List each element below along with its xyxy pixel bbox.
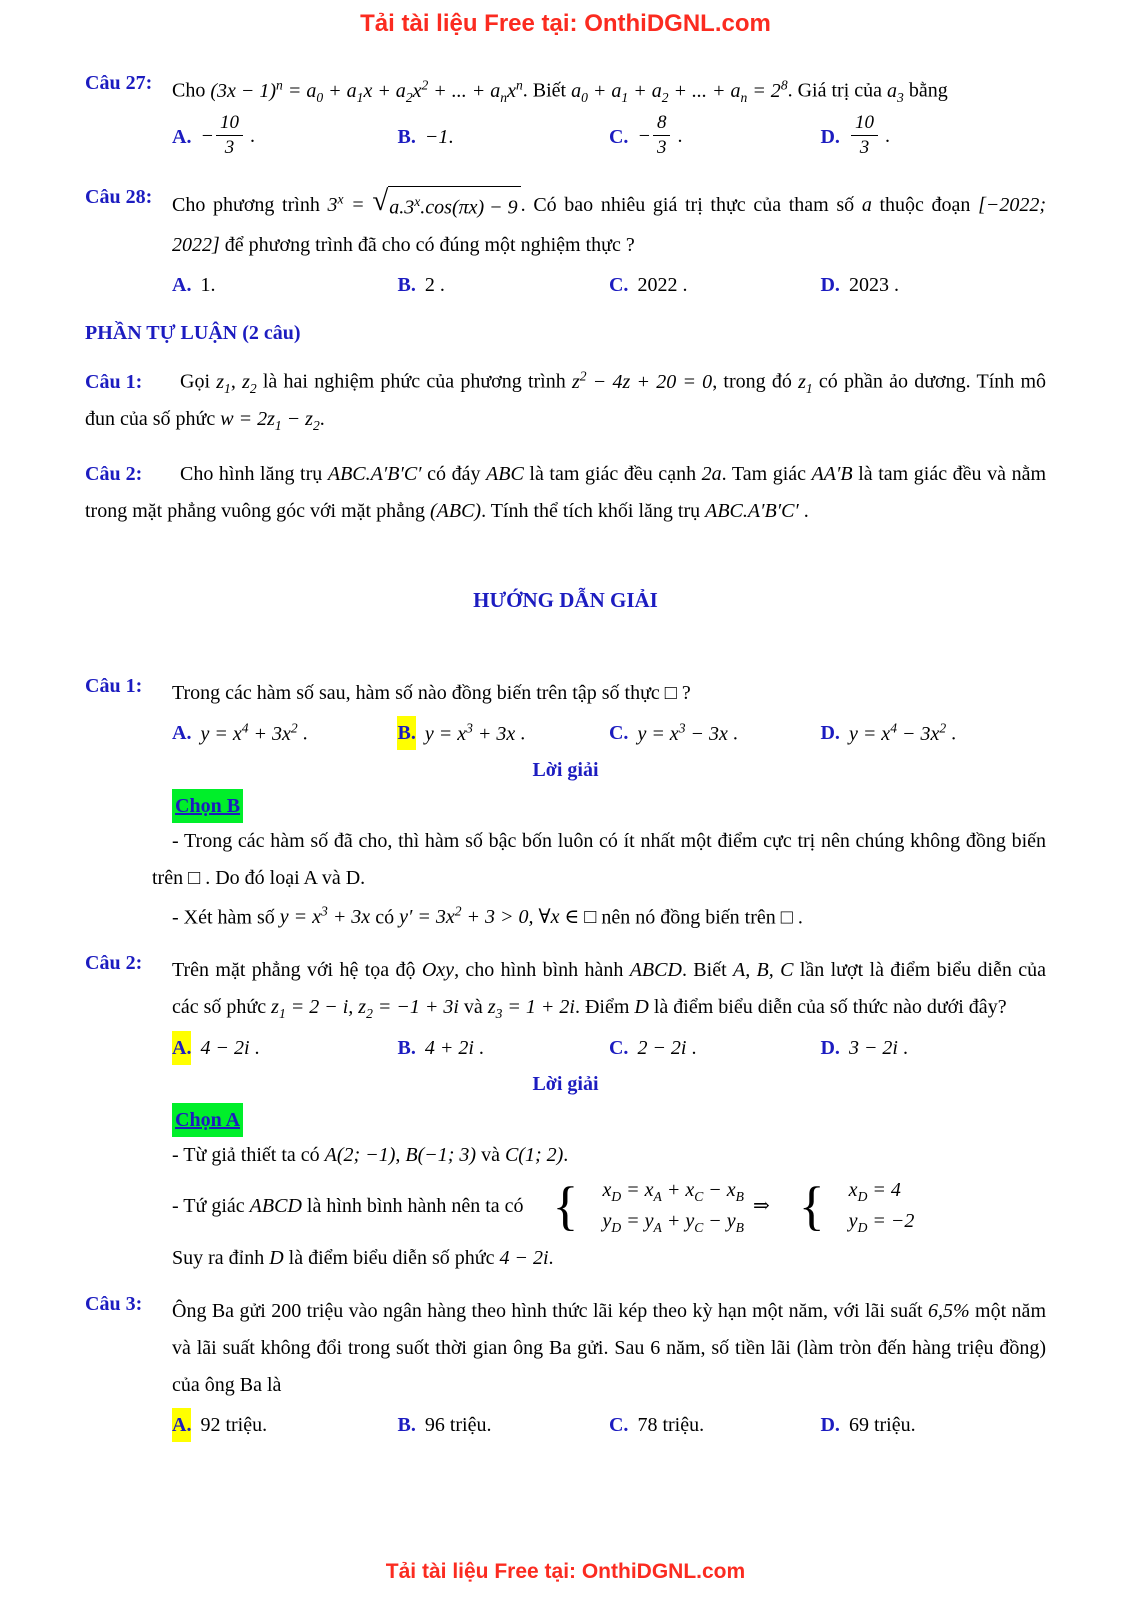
- option-letter: D.: [820, 126, 840, 149]
- question-label: Câu 28:: [85, 186, 153, 209]
- solution-step: - Tứ giác ABCD là hình bình hành nên ta có { $x_D = x_A + x_C - x_B$ $y_D = y_A + y_C - y_B$ ⇒ { $x_D = 4$ $y_D = -2$: [172, 1175, 915, 1236]
- option-c: [609, 268, 821, 302]
- chosen-answer-badge: Chọn B: [172, 789, 243, 823]
- option-letter: B.: [397, 1414, 416, 1437]
- question-label: Câu 2:: [85, 463, 143, 486]
- option-letter: A.: [172, 722, 192, 745]
- option-letter: B.: [397, 1036, 416, 1059]
- option-letter: B.: [397, 716, 415, 750]
- option-a: [172, 1031, 397, 1065]
- footer-banner: Tải tài liệu Free tại: OnthiDGNL.com: [385, 1560, 746, 1583]
- answer-options: [172, 1031, 1046, 1065]
- chosen-answer-row: [172, 1103, 1046, 1137]
- question-text: Cho hình lăng trụ ABC.A′B′C′ có đáy ABC là tam giác đều cạnh 2a. Tam giác AA′B là tam giác đều và nằm trong mặt phẳng vuông góc với mặt phẳng (ABC). Tính thể tích khối lăng trụ ABC.A′B′C′ .: [85, 463, 1047, 523]
- option-b: [397, 716, 609, 751]
- option-c: [608, 111, 821, 161]
- question-label: Câu 2:: [85, 952, 143, 975]
- option-letter: C.: [608, 1414, 629, 1437]
- solution-step: - Từ giả thiết ta có A(2; −1), B(−1; 3) và C(1; 2).: [172, 1143, 569, 1166]
- option-a: [172, 111, 397, 161]
- option-d: [820, 268, 1045, 302]
- solution-question-2: [85, 952, 1046, 1064]
- option-b: [397, 1031, 609, 1065]
- option-text: 4 − 2i .: [200, 1036, 260, 1059]
- option-letter: C.: [608, 722, 629, 745]
- option-text: $y = x^3 + 3x$ .: [424, 720, 526, 745]
- option-text: $y = x^4 + 3x^2$ .: [200, 720, 308, 745]
- option-text: 96 triệu.: [424, 1414, 492, 1437]
- option-letter: D.: [820, 1036, 840, 1059]
- chosen-answer-badge: Chọn A: [172, 1103, 243, 1137]
- option-d: [820, 1031, 1045, 1065]
- option-letter: C.: [608, 126, 629, 149]
- question-text: Cho phương trình $3^x$ = √ $a.3^x.\cos(\pi x) - 9$ . Có bao nhiêu giá trị thực của tham số a thuộc đoạn [−2022; 2022] để phương trình đã cho có đúng một nghiệm thực ?: [172, 185, 1047, 257]
- option-c: [609, 716, 821, 751]
- solution-step: - Trong các hàm số đã cho, thì hàm số bậc bốn luôn có ít nhất một điểm cực trị nên chúng không đồng biến trên □ . Do đó loại A và D.: [152, 829, 1046, 889]
- option-d: [820, 111, 1045, 161]
- option-letter: A.: [172, 274, 192, 297]
- solution-step: - Xét hàm số $y = x^3 + 3x$ có $y' = 3x^2 + 3 > 0$, ∀x ∈ □ nên nó đồng biến trên □ .: [172, 903, 803, 929]
- option-text: 2 .: [424, 274, 445, 297]
- option-text: 4 + 2i .: [424, 1036, 484, 1059]
- option-text: 69 triệu.: [848, 1414, 916, 1437]
- question-text: Trên mặt phẳng với hệ tọa độ Oxy, cho hình bình hành ABCD. Biết A, B, C lần lượt là điểm biểu diễn của các số phức $z_1 = 2 - i$, $z_2 = -1 + 3i$ và $z_3 = 1 + 2i$. Điểm D là điểm biểu diễn của số thức nào dưới đây?: [172, 959, 1046, 1022]
- option-b: [397, 1408, 609, 1442]
- essay-question-1: [85, 363, 1046, 438]
- option-text: 3 − 2i .: [848, 1036, 908, 1059]
- question-27: [85, 72, 1046, 160]
- option-text: $y = x^4 - 3x^2$ .: [848, 720, 957, 745]
- option-text: 2023 .: [848, 274, 899, 297]
- question-28: [85, 186, 1046, 302]
- question-text: Cho $(3x - 1)^n = a_0 + a_1x + a_2x^2$ + ... + $a_nx^n$. Biết $a_0 + a_1 + a_2$ + ... + $a_n = 2^8$. Giá trị của $a_3$ bằng: [172, 77, 948, 105]
- loi-giai-heading: Lời giải: [532, 758, 599, 781]
- option-letter: D.: [820, 274, 840, 297]
- option-letter: D.: [820, 1414, 840, 1437]
- answer-options: [172, 716, 1046, 751]
- option-a: [172, 268, 397, 302]
- question-text: Ông Ba gửi 200 triệu vào ngân hàng theo hình thức lãi kép theo kỳ hạn một năm, với lãi suất 6,5% một năm và lãi suất không đổi trong suốt thời gian ông Ba gửi. Sau 6 năm, số tiền lãi (làm tròn đến hàng triệu đồng) của ông Ba là: [172, 1300, 1046, 1397]
- answer-options: [172, 1408, 1046, 1442]
- option-letter: A.: [172, 1408, 191, 1442]
- option-a: [172, 1408, 397, 1442]
- option-b: [397, 268, 609, 302]
- question-label: Câu 3:: [85, 1293, 143, 1316]
- option-text: 2 − 2i .: [637, 1036, 697, 1059]
- solution-step: Suy ra đỉnh D là điểm biểu diễn số phức 4 − 2i.: [172, 1247, 554, 1270]
- option-letter: D.: [820, 722, 840, 745]
- option-letter: B.: [397, 126, 416, 149]
- option-text: 92 triệu.: [200, 1414, 268, 1437]
- option-letter: A.: [172, 1031, 191, 1065]
- option-text: −1.: [424, 126, 454, 149]
- option-d: [820, 1408, 1045, 1442]
- option-text: $\frac{10}{3}$ .: [849, 114, 890, 161]
- answer-options: [172, 111, 1046, 161]
- option-letter: C.: [608, 274, 629, 297]
- loi-giai-heading: Lời giải: [532, 1072, 599, 1095]
- option-c: [609, 1031, 821, 1065]
- option-a: [172, 716, 397, 751]
- option-letter: C.: [608, 1036, 629, 1059]
- option-d: [820, 716, 1045, 751]
- option-c: [609, 1408, 821, 1442]
- option-text: − $\frac{10}{3}$ .: [200, 111, 255, 158]
- question-label: Câu 27:: [85, 72, 153, 94]
- option-letter: B.: [397, 274, 416, 297]
- option-text: 2022 .: [637, 274, 688, 297]
- option-text: $y = x^3 - 3x$ .: [637, 720, 738, 745]
- header-banner: Tải tài liệu Free tại: OnthiDGNL.com: [360, 10, 771, 37]
- solution-question-3: [85, 1293, 1046, 1442]
- option-text: 1.: [200, 274, 216, 297]
- answer-options: [172, 268, 1046, 302]
- chosen-answer-row: [172, 789, 1046, 823]
- question-text: Trong các hàm số sau, hàm số nào đồng biến trên tập số thực □ ?: [172, 682, 691, 705]
- option-b: [397, 120, 609, 154]
- question-text: Gọi $z_1$, $z_2$ là hai nghiệm phức của phương trình $z^2 - 4z + 20 = 0$, trong đó $z_1$ có phần ảo dương. Tính mô đun của số phức $w = 2z_1 - z_2$.: [85, 368, 1047, 433]
- solution-question-1: [85, 675, 1046, 751]
- option-text: − $\frac{8}{3}$ .: [637, 111, 683, 158]
- option-text: 78 triệu.: [637, 1414, 705, 1437]
- solutions-heading: HƯỚNG DẪN GIẢI: [473, 588, 658, 613]
- question-label: Câu 1:: [85, 370, 143, 393]
- essay-section-heading: PHẦN TỰ LUẬN (2 câu): [85, 322, 301, 345]
- option-letter: A.: [172, 126, 192, 149]
- essay-question-2: [85, 456, 1046, 530]
- question-label: Câu 1:: [85, 675, 143, 698]
